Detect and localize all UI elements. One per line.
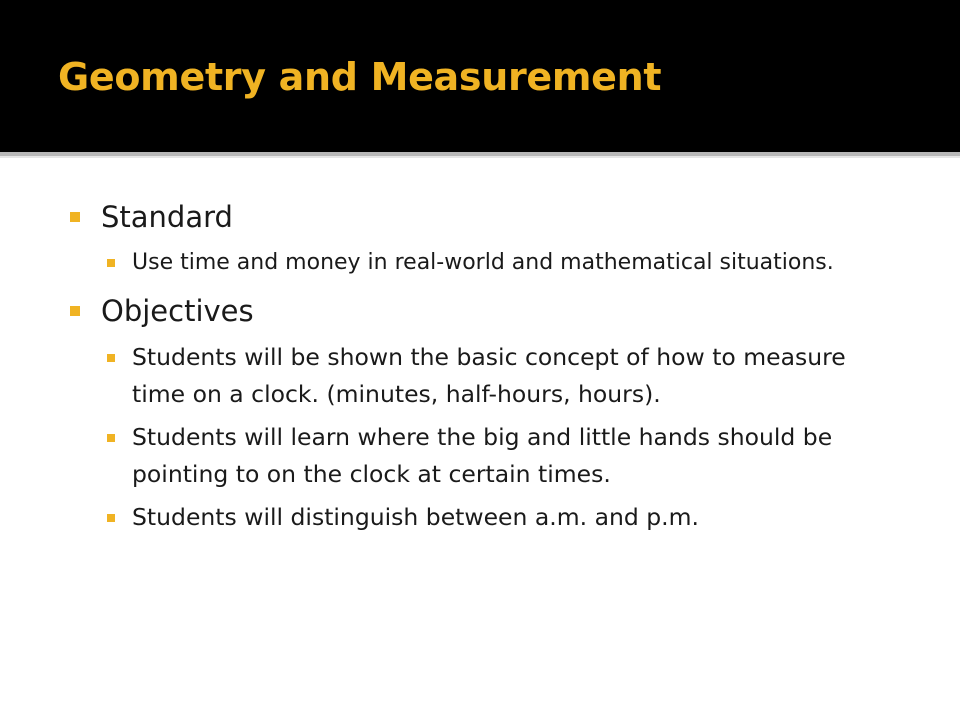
list-item-text: Students will be shown the basic concept of how to measure time on a clock. (minutes, half-hours, hours). xyxy=(132,343,846,408)
slide-title: Geometry and Measurement xyxy=(58,55,662,99)
section-heading: Standard xyxy=(101,200,233,234)
square-bullet-icon xyxy=(107,514,115,522)
list-item xyxy=(70,245,900,280)
section-heading: Objectives xyxy=(101,294,254,328)
list-item-text: Students will distinguish between a.m. and p.m. xyxy=(132,503,699,531)
list-item xyxy=(70,499,900,536)
title-bar xyxy=(0,0,960,152)
square-bullet-icon xyxy=(107,259,115,267)
section-standard xyxy=(70,192,900,242)
list-item-text: Students will learn where the big and little hands should be pointing to on the clock at certain times. xyxy=(132,423,833,488)
square-bullet-icon xyxy=(70,212,80,222)
list-item xyxy=(70,419,900,493)
list-item-text: Use time and money in real-world and mathematical situations. xyxy=(132,250,834,275)
slide-body xyxy=(70,192,900,542)
list-item xyxy=(70,339,900,413)
square-bullet-icon xyxy=(70,306,80,316)
title-divider-highlight xyxy=(0,156,960,158)
square-bullet-icon xyxy=(107,434,115,442)
square-bullet-icon xyxy=(107,354,115,362)
section-objectives xyxy=(70,286,900,336)
